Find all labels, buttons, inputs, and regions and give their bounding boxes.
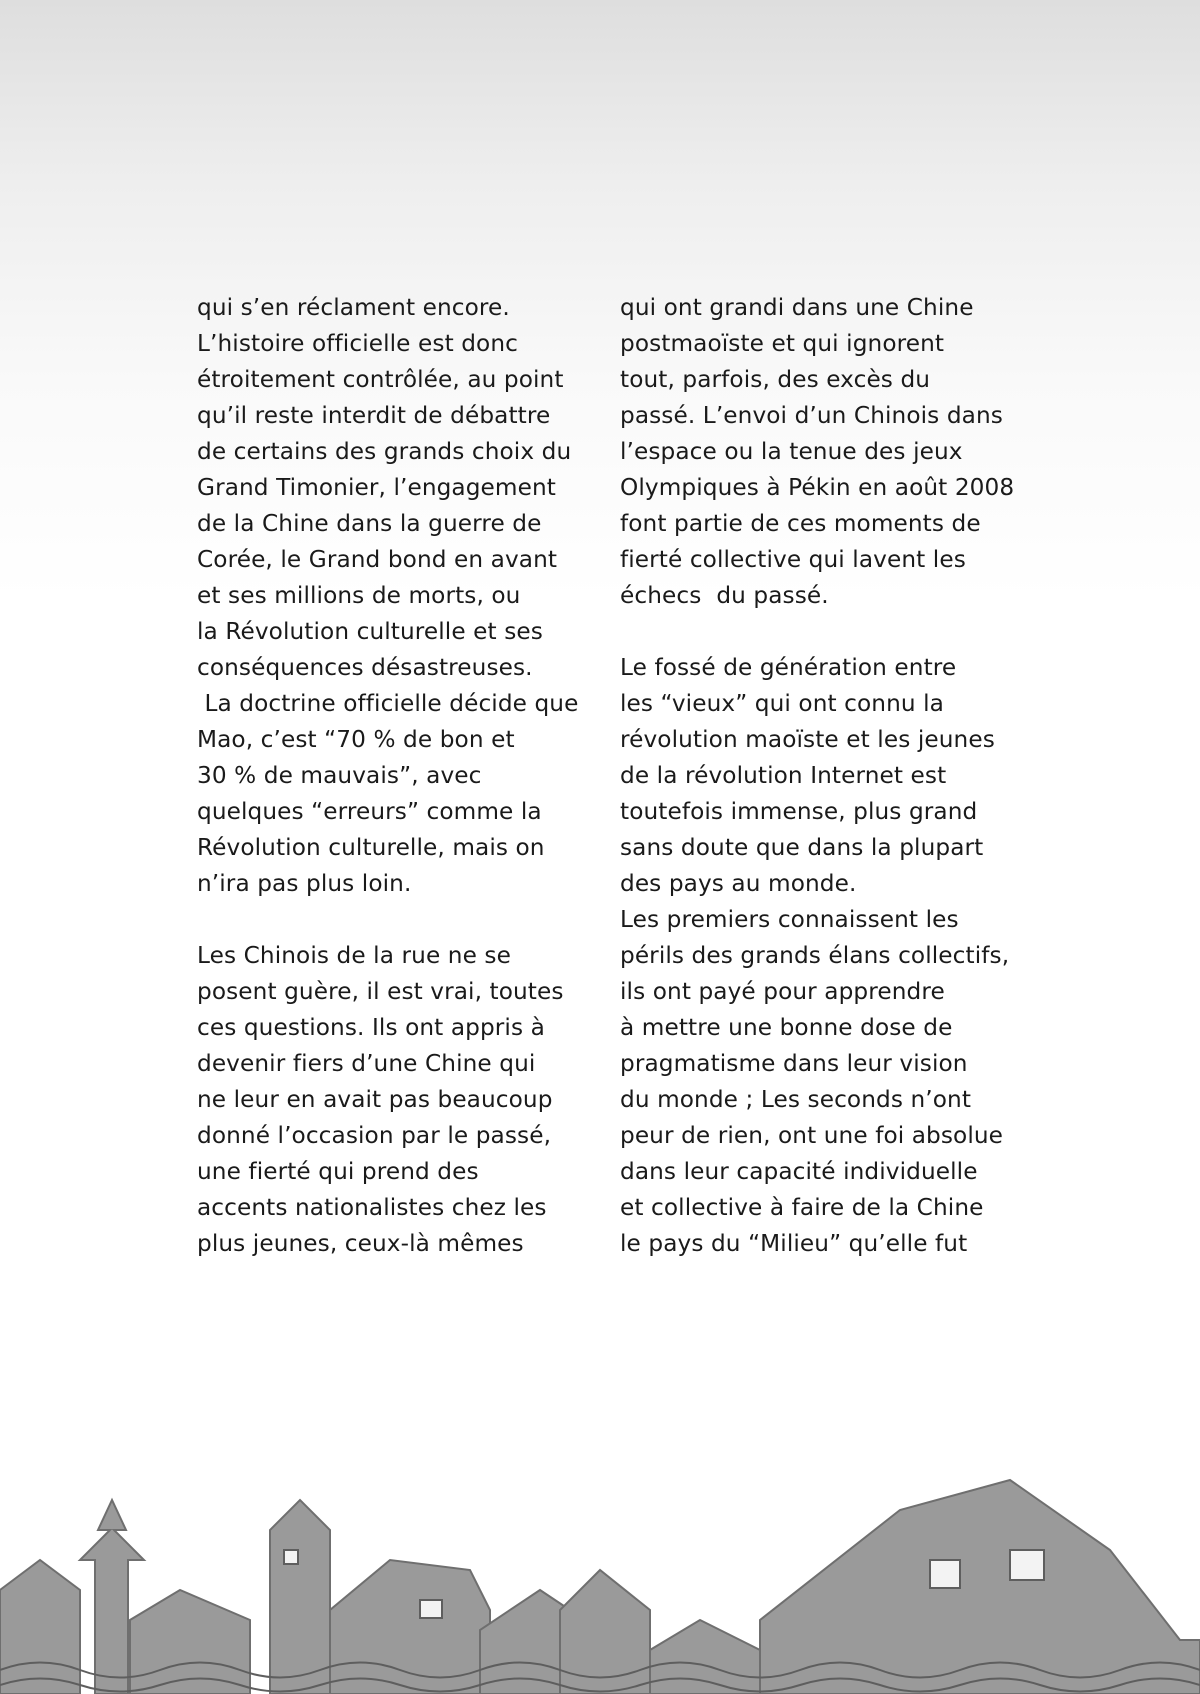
paragraph-gap [197,902,597,938]
text-line: sans doute que dans la plupart [620,834,984,861]
text-line: Grand Timonier, l’engagement [197,474,556,501]
text-line: la Révolution culturelle et ses [197,618,543,645]
text-line: fierté collective qui lavent les [620,546,966,573]
text-line: passé. L’envoi d’un Chinois dans [620,402,1003,429]
window-shape [1010,1550,1044,1580]
text-line: qu’il reste interdit de débattre [197,402,551,429]
text-line: Corée, le Grand bond en avant [197,546,558,573]
text-line: de la révolution Internet est [620,762,947,789]
left-text-column [197,290,597,1262]
text-line: les “vieux” qui ont connu la [620,690,944,717]
text-line: et collective à faire de la Chine [620,1194,984,1221]
text-line: périls des grands élans collectifs, [620,942,1010,969]
window-shape [930,1560,960,1588]
text-line: qui ont grandi dans une Chine [620,294,974,321]
text-line: 30 % de mauvais”, avec [197,762,482,789]
text-line: posent guère, il est vrai, toutes [197,978,564,1005]
text-line: Les premiers connaissent les [620,906,959,933]
text-line: quelques “erreurs” comme la [197,798,542,825]
text-line: et ses millions de morts, ou [197,582,521,609]
large-house-shape [760,1480,1200,1694]
text-line: La doctrine officielle décide que [197,690,579,717]
text-line: de certains des grands choix du [197,438,572,465]
text-line: qui s’en réclament encore. [197,294,510,321]
text-line: du monde ; Les seconds n’ont [620,1086,972,1113]
text-line: ne leur en avait pas beaucoup [197,1086,553,1113]
text-line: le pays du “Milieu” qu’elle fut [620,1230,968,1257]
window-shape [420,1600,442,1618]
text-line: une fierté qui prend des [197,1158,479,1185]
text-line: échecs du passé. [620,582,829,609]
text-line: donné l’occasion par le passé, [197,1122,552,1149]
text-line: plus jeunes, ceux-là mêmes [197,1230,524,1257]
house-shape [560,1570,650,1694]
text-line: étroitement contrôlée, au point [197,366,564,393]
rooftops-illustration [0,1440,1200,1694]
text-line: pragmatisme dans leur vision [620,1050,968,1077]
text-line: peur de rien, ont une foi absolue [620,1122,1004,1149]
text-line: font partie de ces moments de [620,510,981,537]
house-shape [0,1560,80,1694]
text-line: Les Chinois de la rue ne se [197,942,511,969]
text-line: toutefois immense, plus grand [620,798,978,825]
text-line: conséquences désastreuses. [197,654,533,681]
text-line: devenir fiers d’une Chine qui [197,1050,536,1077]
text-line: postmaoïste et qui ignorent [620,330,945,357]
tower-shape [270,1500,330,1694]
text-line: Olympiques à Pékin en août 2008 [620,474,1015,501]
paragraph-gap [620,614,1020,650]
right-text-column [620,290,1020,1262]
text-line: dans leur capacité individuelle [620,1158,978,1185]
text-line: des pays au monde. [620,870,857,897]
text-line: n’ira pas plus loin. [197,870,412,897]
text-line: l’espace ou la tenue des jeux [620,438,963,465]
text-line: accents nationalistes chez les [197,1194,547,1221]
text-line: Mao, c’est “70 % de bon et [197,726,515,753]
text-line: ces questions. Ils ont appris à [197,1014,545,1041]
text-line: Le fossé de génération entre [620,654,957,681]
text-line: Révolution culturelle, mais on [197,834,545,861]
window-shape [284,1550,298,1564]
text-line: tout, parfois, des excès du [620,366,931,393]
text-line: révolution maoïste et les jeunes [620,726,995,753]
house-shape [650,1620,760,1694]
text-line: de la Chine dans la guerre de [197,510,542,537]
text-line: L’histoire officielle est donc [197,330,518,357]
text-line: ils ont payé pour apprendre [620,978,945,1005]
text-line: à mettre une bonne dose de [620,1014,953,1041]
